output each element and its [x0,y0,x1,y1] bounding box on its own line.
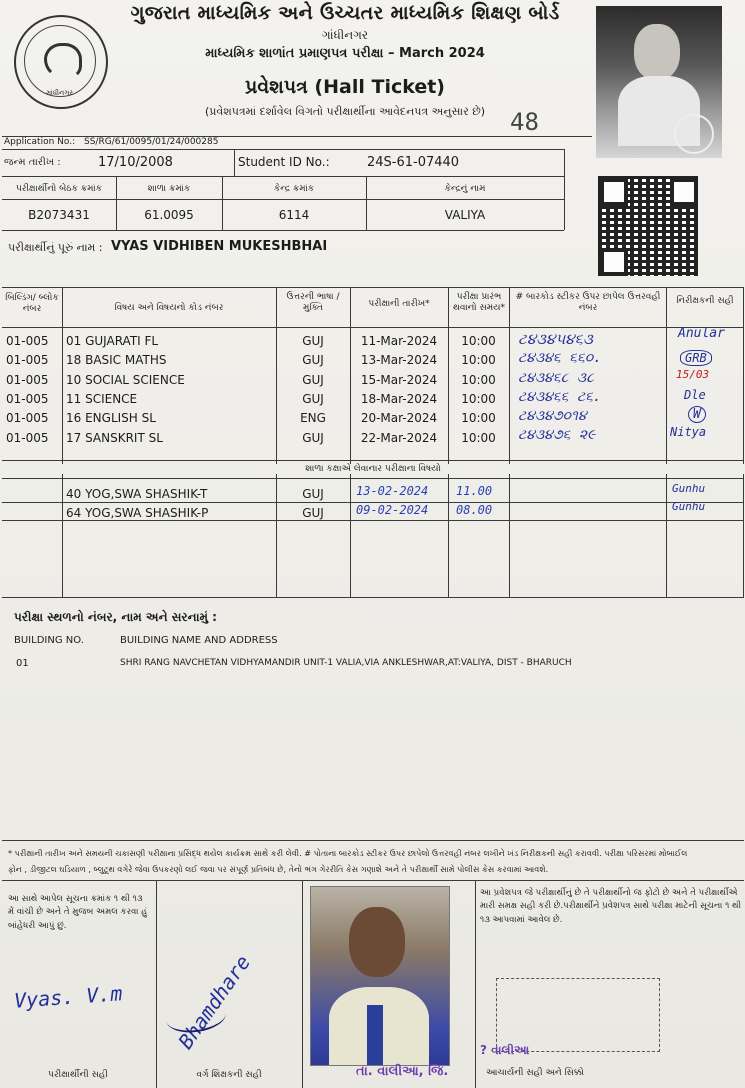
school-row-1-sign: Gunhu [672,482,706,495]
row-5-subject: 16 ENGLISH SL [66,411,156,425]
school-row-2-medium: GUJ [302,506,324,520]
teacher-signature: Bhamdhare [173,950,256,1054]
venue-address: SHRI RANG NAVCHETAN VIDHYAMANDIR UNIT-1 VALIA,VIA ANKLESHWAR,AT:VALIYA, DIST - BHARUCH [120,658,572,668]
row-3-time: 10:00 [461,373,496,387]
candidate-signature: Vyas. V.m [13,981,124,1013]
school-row-1-time: 11.00 [456,484,493,498]
row-3-sign: 15/03 [676,368,710,381]
row-1-block: 01-005 [6,334,49,348]
row-6-barcode: ટ૪૩૪૭૬ ૨૯ [518,427,596,443]
dob-label: જન્મ તારીખ : [4,157,61,168]
school-row-2-subject: 64 YOG,SWA SHASHIK-P [66,506,209,520]
row-6-block: 01-005 [6,431,49,445]
dob-value: 17/10/2008 [98,155,173,170]
exam-name: માધ્યમિક શાળાંત પ્રમાણપત્ર પરીક્ષા – March 2024 [205,46,485,61]
school-row-2-date: 09-02-2024 [356,503,429,517]
row-6-medium: GUJ [302,431,324,445]
subjects-header-sign: નિરીક્ષકની સહી [676,296,734,306]
class-teacher-sign-label: વર્ગ શિક્ષકની સહી [196,1070,262,1080]
row-2-sign: GRB [680,350,712,366]
principal-stamp-line-1: ? વાલીઆ [480,1043,530,1057]
school-number: 61.0095 [144,208,194,222]
row-1-barcode: ટ૪૩૪૫૪૬૩ [518,330,593,348]
candidate-name: VYAS VIDHIBEN MUKESHBHAI [111,239,328,254]
row-1-medium: GUJ [302,334,324,348]
row-3-subject: 10 SOCIAL SCIENCE [66,373,185,387]
declaration-left: આ સાથે આપેલ સૂચના ક્રમાંક ૧ થી ૧૩ મેં વાંચી છે અને તે મુજબ અમલ કરવા હું બાંહેધરી આપું છું. [8,894,148,931]
board-logo [14,15,108,109]
centre-name: VALIYA [444,208,486,222]
logo-text: ગાંધીનગર [46,89,73,97]
row-5-medium: ENG [300,411,326,425]
seat-header-centre-name: કેન્દ્રનું નામ [444,184,486,194]
row-6-date: 22-Mar-2024 [360,431,438,445]
ticket-title: પ્રવેશપત્ર (Hall Ticket) [244,76,445,98]
row-3-barcode: ટ૪૩૪૬૮ ૩૮ [518,370,594,386]
stamp-box-dashed [496,978,660,1052]
board-name: ગુજરાત માધ્યમિક અને ઉચ્ચતર માધ્યમિક શિક્ષણ બોર્ડ [130,2,560,24]
row-2-date: 13-Mar-2024 [360,353,438,367]
subjects-header-barcode: # બારકોડ સ્ટીકર ઉપર છાપેલ ઉત્તરવહી નંબર [515,292,661,314]
seat-number: B2073431 [28,208,90,222]
row-5-block: 01-005 [6,411,49,425]
school-row-1-subject: 40 YOG,SWA SHASHIK-T [66,487,208,501]
row-2-barcode: ટ૪૩૪૬ ૬૬૦. [518,350,602,366]
student-photo-bottom [310,886,450,1066]
swan-icon [44,43,82,79]
principal-sign-label: આચાર્યની સહી અને સિક્કો [485,1068,585,1078]
subjects-header-medium: ઉત્તરની ભાષા /મુક્તિ [286,292,340,314]
photo-stamp [674,114,714,154]
application-no-label: Application No.: [4,137,76,147]
row-1-sign: Anular [678,326,725,341]
seat-header-school: શાળા ક્રમાંક [147,184,191,194]
row-1-time: 10:00 [461,334,496,348]
student-id-label: Student ID No.: [238,155,330,169]
declaration-right: આ પ્રવેશપત્ર જે પરીક્ષાર્થીનું છે તે પરીક્ષાર્થીનો જ ફોટો છે અને તે પરીક્ષાર્થીએ મારી સમક્ષ સહી કરી છે.પરીક્ષાર્થીને પ્રવેશપત્ર સાથે પરીક્ષા માટેની સૂચના ૧ થી ૧૩ આપવામાં આવેલ છે. [480,888,742,925]
row-4-block: 01-005 [6,392,49,406]
row-4-sign: Dle [684,388,706,402]
row-1-subject: 01 GUJARATI FL [66,334,159,348]
candidate-sign-label: પરીક્ષાર્થીની સહી [48,1070,108,1080]
row-2-medium: GUJ [302,353,324,367]
seat-header-centre: કેન્દ્ર ક્રમાંક [273,184,315,194]
centre-number: 6114 [278,208,310,222]
row-6-time: 10:00 [461,431,496,445]
principal-stamp-line-2: તા. વાલીઆ, જિ. [356,1064,449,1079]
row-4-barcode: ટ૪૩૪૬૬ ટ૬. [518,389,602,405]
serial-number-handwritten: 48 [510,108,539,136]
venue-building-number: 01 [16,658,29,669]
student-photo-top [596,6,722,158]
subjects-header-subject: વિષય અને વિષયનો કોડ નંબર [114,303,224,313]
row-1-date: 11-Mar-2024 [360,334,438,348]
qr-code [598,176,698,276]
row-3-block: 01-005 [6,373,49,387]
school-row-1-date: 13-02-2024 [356,484,429,498]
row-3-date: 15-Mar-2024 [360,373,438,387]
subjects-header-block: બિલ્ડિંગ/ બ્લોક નંબર [5,293,59,315]
school-subjects-title: શાળા કક્ષાએ લેવાનાર પરીક્ષાના વિષયો [2,464,744,474]
venue-col-building-no: BUILDING NO. [14,635,84,646]
row-4-medium: GUJ [302,392,324,406]
row-2-block: 01-005 [6,353,49,367]
row-2-subject: 18 BASIC MATHS [66,353,167,367]
school-row-2-sign: Gunhu [672,500,706,513]
instructions-line-1: * પરીક્ષાની તારીખ અને સમયની ચકાસણી પરીક્ષાના પ્રસિદ્ધ થયેલ કાર્યક્રમ સાથે કરી લેવી. # પોતાના બારકોડ સ્ટીકર ઉપર છાપેલો ઉત્તરવહી નંબર લખીને ખંડ નિરીક્ષકની સહી કરાવવી. પરીક્ષા પરિસરમાં મોબાઈલ [8,848,688,858]
row-6-subject: 17 SANSKRIT SL [66,431,163,445]
venue-title: પરીક્ષા સ્થળનો નંબર, નામ અને સરનામું : [14,610,217,624]
instructions-line-2: ફોન , ડીજીટલ ઘડિયાળ , બ્લુટૂથ વગેરે જેવા ઉપકરણો લઈ જવા પર સંપૂર્ણ પ્રતિબંધ છે, તેનો ભંગ ગેરરીતિ કેસ ગણાશે અને તે પરીક્ષાર્થી સામે પોલીસ કેસ કરવામાં આવશે. [8,864,549,874]
row-4-subject: 11 SCIENCE [66,392,138,406]
application-no-value: SS/RG/61/0095/01/24/000285 [84,137,219,147]
seat-header-seat: પરીક્ષાર્થીનો બેઠક ક્રમાંક [15,184,103,194]
venue-col-building-name: BUILDING NAME AND ADDRESS [120,635,278,646]
row-4-time: 10:00 [461,392,496,406]
row-3-medium: GUJ [302,373,324,387]
teacher-signature-stroke [164,998,228,1036]
candidate-name-label: પરીક્ષાર્થીનું પૂરું નામ : [8,241,103,254]
row-5-sign: W [688,406,706,423]
board-city: ગાંધીનગર [321,28,369,42]
school-row-1-medium: GUJ [302,487,324,501]
subjects-header-date: પરીક્ષાની તારીખ* [368,299,430,309]
subjects-header-time: પરીક્ષા પ્રારંભ થવાનો સમય* [452,292,506,314]
row-4-date: 18-Mar-2024 [360,392,438,406]
student-id-value: 24S-61-07440 [367,155,460,170]
ticket-note: (પ્રવેશપત્રમાં દર્શાવેલ વિગતો પરીક્ષાર્થીના આવેદનપત્ર અનુસાર છે) [204,105,486,118]
row-6-sign: Nitya [670,425,707,439]
row-5-barcode: ટ૪૩૪૭૦૧૪ [518,408,587,424]
row-5-date: 20-Mar-2024 [360,411,438,425]
school-row-2-time: 08.00 [456,503,493,517]
row-5-time: 10:00 [461,411,496,425]
row-2-time: 10:00 [461,353,496,367]
